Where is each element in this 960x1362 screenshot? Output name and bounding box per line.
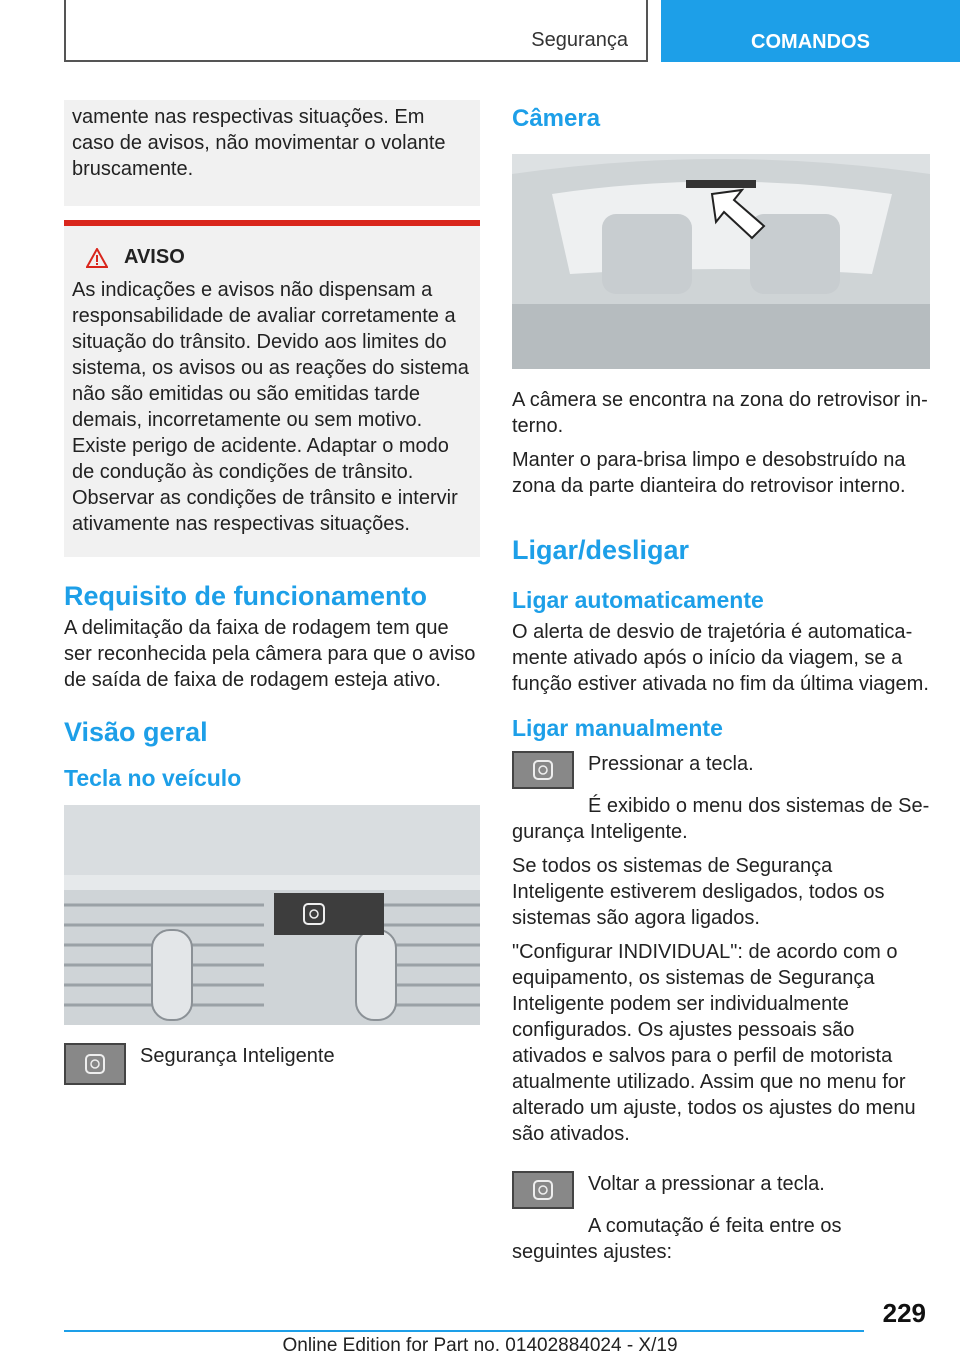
camera-heading: Câmera xyxy=(512,105,601,132)
requisito-text: A delimitação da faixa de rodagem tem que ser reconhecida pela câmera para que o aviso de saída de faixa de rodagem esteja ativo. xyxy=(64,617,476,691)
tecla-heading: Tecla no veículo xyxy=(64,765,242,791)
intelligent-safety-icon[interactable] xyxy=(512,1171,574,1209)
header-section-title: Segurança xyxy=(531,29,628,51)
requisito-heading: Requisito de funcionamento xyxy=(64,581,428,611)
footer-divider xyxy=(64,1330,864,1332)
right-column xyxy=(512,100,930,1265)
manual-step-2-text: Voltar a pressionar a tecla. xyxy=(588,1173,825,1195)
manual-heading: Ligar manualmente xyxy=(512,715,723,741)
camera-interior-photo xyxy=(512,154,930,369)
warning-triangle-icon xyxy=(86,248,108,268)
camera-text-2: Manter o para-brisa limpo e desobstruído na zona da parte dianteira do retrovisor interno. xyxy=(512,449,906,497)
visao-heading: Visão geral xyxy=(64,717,208,747)
intro-box xyxy=(64,100,480,206)
manual-text-2: Se todos os sistemas de Segurança Inteligente estiverem desligados, todos os sistemas são agora ligados. xyxy=(512,855,885,929)
warning-title: AVISO xyxy=(124,246,185,268)
manual-step-2 xyxy=(512,1171,930,1209)
ligar-heading: Ligar/desligar xyxy=(512,535,690,565)
manual-text-3: "Configurar INDIVIDUAL": de acordo com o equipamento, os sistemas de Segurança Inteligente podem ser individualmente configurados. Os ajustes pessoais são ativados e salvos para o perfil de motorista atualmente utilizado. Assim que no menu for alterado um ajuste, todos os ajustes do menu são ativados. xyxy=(512,941,916,1145)
tecla-label: Segurança Inteligente xyxy=(140,1045,335,1067)
auto-text: O alerta de desvio de trajetória é automaticamente ativado após o início da viagem, se a função estiver ativada no fim da última viagem. xyxy=(512,621,929,695)
camera-text-1: A câmera se encontra na zona do retrovisor interno. xyxy=(512,389,928,437)
warning-text: As indicações e avisos não dispensam a responsabilidade de avaliar corretamente a situação do trânsito. Devido aos limites do sistema, os avisos ou as reações do sistema não são emitidas ou são emitidas tarde demais, incorretamente ou sem motivo. Existe perigo de acidente. Adaptar o modo de condução às condições de trânsito. Observar as condições de trânsito e intervir ativamente nas respectivas situações. xyxy=(72,279,469,535)
page-number: 229 xyxy=(882,1298,926,1328)
warning-box xyxy=(64,220,480,557)
tecla-legend xyxy=(64,1043,480,1085)
manual-step-1b: É exibido o menu dos sistemas de Segurança Inteligente. xyxy=(512,795,930,843)
dashboard-button-photo xyxy=(64,805,480,1025)
manual-step-1 xyxy=(512,751,930,789)
header-section-box xyxy=(64,0,648,62)
left-column xyxy=(64,100,480,1089)
footer-edition: Online Edition for Part no. 01402884024 - X/19 xyxy=(282,1335,678,1356)
auto-heading: Ligar automaticamente xyxy=(512,587,764,613)
manual-step-1-text: Pressionar a tecla. xyxy=(588,753,754,775)
intelligent-safety-icon[interactable] xyxy=(64,1043,126,1085)
intelligent-safety-icon[interactable] xyxy=(512,751,574,789)
intro-text: vamente nas respectivas situações. Em caso de avisos, não movimentar o volante bruscamente. xyxy=(72,106,446,180)
manual-step-2b: A comutação é feita entre os seguintes ajustes: xyxy=(512,1215,842,1263)
header-chapter-tab[interactable]: COMANDOS xyxy=(661,0,960,62)
